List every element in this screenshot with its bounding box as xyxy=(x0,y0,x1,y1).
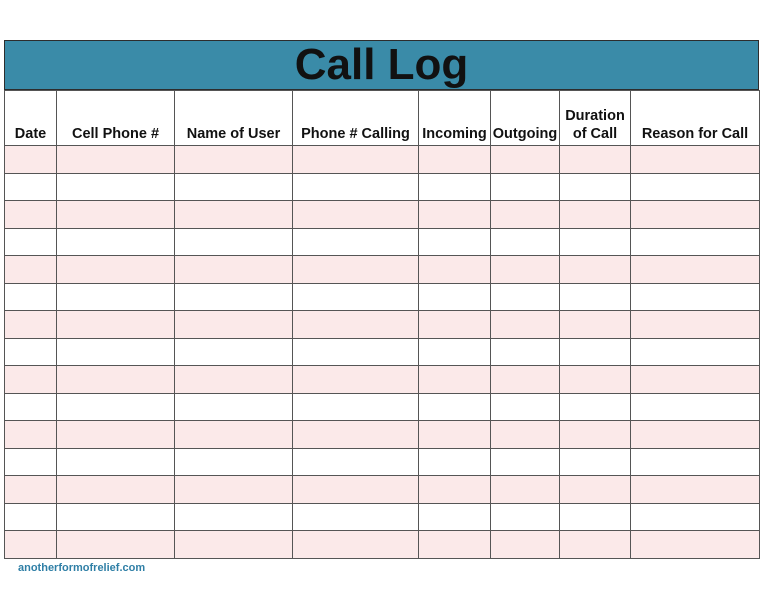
table-cell-cell-phone[interactable] xyxy=(57,393,175,421)
table-cell-outgoing[interactable] xyxy=(491,228,560,256)
table-cell-name-of-user[interactable] xyxy=(175,421,293,449)
table-cell-name-of-user[interactable] xyxy=(175,531,293,559)
table-cell-duration[interactable] xyxy=(560,421,631,449)
table-cell-reason[interactable] xyxy=(631,448,760,476)
table-cell-cell-phone[interactable] xyxy=(57,476,175,504)
table-row xyxy=(5,393,760,421)
table-cell-duration[interactable] xyxy=(560,311,631,339)
table-cell-reason[interactable] xyxy=(631,173,760,201)
table-cell-reason[interactable] xyxy=(631,228,760,256)
table-cell-outgoing[interactable] xyxy=(491,503,560,531)
table-cell-incoming[interactable] xyxy=(419,256,491,284)
table-cell-name-of-user[interactable] xyxy=(175,338,293,366)
table-cell-date[interactable] xyxy=(5,256,57,284)
table-row xyxy=(5,476,760,504)
column-header-incoming: Incoming xyxy=(419,91,491,146)
table-cell-cell-phone[interactable] xyxy=(57,283,175,311)
title-bar xyxy=(4,40,759,90)
table-cell-incoming[interactable] xyxy=(419,228,491,256)
table-cell-outgoing[interactable] xyxy=(491,311,560,339)
column-header-outgoing: Outgoing xyxy=(491,91,560,146)
table-cell-cell-phone[interactable] xyxy=(57,338,175,366)
table-cell-duration[interactable] xyxy=(560,366,631,394)
table-cell-duration[interactable] xyxy=(560,393,631,421)
table-cell-cell-phone[interactable] xyxy=(57,366,175,394)
table-cell-reason[interactable] xyxy=(631,311,760,339)
table-cell-duration[interactable] xyxy=(560,531,631,559)
table-cell-duration[interactable] xyxy=(560,503,631,531)
table-cell-outgoing[interactable] xyxy=(491,393,560,421)
table-cell-date[interactable] xyxy=(5,338,57,366)
table-cell-outgoing[interactable] xyxy=(491,366,560,394)
column-header-cell-phone: Cell Phone # xyxy=(57,91,175,146)
footer-credit: anotherformofrelief.com xyxy=(18,562,146,574)
table-cell-duration[interactable] xyxy=(560,228,631,256)
table-cell-reason[interactable] xyxy=(631,256,760,284)
table-cell-incoming[interactable] xyxy=(419,448,491,476)
table-cell-cell-phone[interactable] xyxy=(57,173,175,201)
table-cell-cell-phone[interactable] xyxy=(57,311,175,339)
table-cell-phone-calling[interactable] xyxy=(293,311,419,339)
table-cell-duration[interactable] xyxy=(560,256,631,284)
table-cell-name-of-user[interactable] xyxy=(175,393,293,421)
table-cell-reason[interactable] xyxy=(631,421,760,449)
call-log-table xyxy=(4,90,760,559)
table-cell-outgoing[interactable] xyxy=(491,146,560,174)
column-header-phone-calling: Phone # Calling xyxy=(293,91,419,146)
table-cell-date[interactable] xyxy=(5,393,57,421)
table-row xyxy=(5,448,760,476)
call-log-sheet xyxy=(4,40,759,559)
table-cell-incoming[interactable] xyxy=(419,531,491,559)
table-cell-duration[interactable] xyxy=(560,146,631,174)
table-cell-incoming[interactable] xyxy=(419,311,491,339)
table-cell-outgoing[interactable] xyxy=(491,531,560,559)
table-row xyxy=(5,173,760,201)
table-cell-phone-calling[interactable] xyxy=(293,421,419,449)
table-cell-phone-calling[interactable] xyxy=(293,393,419,421)
table-cell-name-of-user[interactable] xyxy=(175,283,293,311)
column-header-name-of-user: Name of User xyxy=(175,91,293,146)
table-cell-incoming[interactable] xyxy=(419,146,491,174)
table-cell-date[interactable] xyxy=(5,283,57,311)
table-cell-name-of-user[interactable] xyxy=(175,476,293,504)
table-cell-name-of-user[interactable] xyxy=(175,311,293,339)
table-cell-duration[interactable] xyxy=(560,173,631,201)
table-cell-phone-calling[interactable] xyxy=(293,173,419,201)
table-cell-name-of-user[interactable] xyxy=(175,201,293,229)
table-cell-cell-phone[interactable] xyxy=(57,228,175,256)
table-cell-incoming[interactable] xyxy=(419,173,491,201)
table-row xyxy=(5,228,760,256)
table-cell-reason[interactable] xyxy=(631,366,760,394)
table-cell-duration[interactable] xyxy=(560,476,631,504)
table-cell-phone-calling[interactable] xyxy=(293,531,419,559)
table-cell-name-of-user[interactable] xyxy=(175,448,293,476)
table-cell-outgoing[interactable] xyxy=(491,476,560,504)
table-cell-date[interactable] xyxy=(5,531,57,559)
table-row xyxy=(5,338,760,366)
table-cell-cell-phone[interactable] xyxy=(57,448,175,476)
table-row xyxy=(5,503,760,531)
table-cell-outgoing[interactable] xyxy=(491,421,560,449)
table-cell-phone-calling[interactable] xyxy=(293,256,419,284)
table-cell-date[interactable] xyxy=(5,448,57,476)
page-title: Call Log xyxy=(294,40,469,89)
table-cell-phone-calling[interactable] xyxy=(293,146,419,174)
table-cell-phone-calling[interactable] xyxy=(293,338,419,366)
table-cell-date[interactable] xyxy=(5,476,57,504)
table-row xyxy=(5,311,760,339)
table-cell-phone-calling[interactable] xyxy=(293,228,419,256)
table-row xyxy=(5,201,760,229)
table-cell-incoming[interactable] xyxy=(419,503,491,531)
table-cell-name-of-user[interactable] xyxy=(175,173,293,201)
table-cell-duration[interactable] xyxy=(560,283,631,311)
table-cell-duration[interactable] xyxy=(560,448,631,476)
table-cell-reason[interactable] xyxy=(631,393,760,421)
table-cell-cell-phone[interactable] xyxy=(57,503,175,531)
table-cell-name-of-user[interactable] xyxy=(175,146,293,174)
table-row xyxy=(5,283,760,311)
column-header-reason: Reason for Call xyxy=(631,91,760,146)
table-cell-name-of-user[interactable] xyxy=(175,256,293,284)
table-cell-phone-calling[interactable] xyxy=(293,503,419,531)
table-row xyxy=(5,256,760,284)
table-cell-cell-phone[interactable] xyxy=(57,256,175,284)
table-cell-date[interactable] xyxy=(5,311,57,339)
table-cell-incoming[interactable] xyxy=(419,366,491,394)
table-cell-reason[interactable] xyxy=(631,283,760,311)
table-cell-date[interactable] xyxy=(5,146,57,174)
table-cell-date[interactable] xyxy=(5,201,57,229)
table-cell-duration[interactable] xyxy=(560,338,631,366)
table-cell-cell-phone[interactable] xyxy=(57,201,175,229)
table-cell-incoming[interactable] xyxy=(419,393,491,421)
column-header-duration: Duration of Call xyxy=(560,91,631,146)
table-cell-name-of-user[interactable] xyxy=(175,503,293,531)
table-row xyxy=(5,366,760,394)
table-cell-cell-phone[interactable] xyxy=(57,421,175,449)
table-cell-incoming[interactable] xyxy=(419,338,491,366)
table-cell-date[interactable] xyxy=(5,503,57,531)
table-cell-incoming[interactable] xyxy=(419,201,491,229)
table-cell-reason[interactable] xyxy=(631,531,760,559)
table-cell-incoming[interactable] xyxy=(419,476,491,504)
table-row xyxy=(5,421,760,449)
table-cell-incoming[interactable] xyxy=(419,283,491,311)
table-cell-reason[interactable] xyxy=(631,476,760,504)
table-cell-phone-calling[interactable] xyxy=(293,283,419,311)
table-cell-phone-calling[interactable] xyxy=(293,476,419,504)
table-row xyxy=(5,531,760,559)
table-cell-phone-calling[interactable] xyxy=(293,366,419,394)
table-cell-cell-phone[interactable] xyxy=(57,531,175,559)
table-cell-reason[interactable] xyxy=(631,201,760,229)
header-row xyxy=(5,91,760,146)
table-cell-phone-calling[interactable] xyxy=(293,448,419,476)
table-cell-outgoing[interactable] xyxy=(491,173,560,201)
table-cell-phone-calling[interactable] xyxy=(293,201,419,229)
column-header-date: Date xyxy=(5,91,57,146)
table-cell-duration[interactable] xyxy=(560,201,631,229)
table-cell-reason[interactable] xyxy=(631,503,760,531)
table-cell-outgoing[interactable] xyxy=(491,448,560,476)
table-cell-outgoing[interactable] xyxy=(491,338,560,366)
table-cell-outgoing[interactable] xyxy=(491,283,560,311)
table-cell-date[interactable] xyxy=(5,366,57,394)
table-cell-name-of-user[interactable] xyxy=(175,366,293,394)
table-cell-cell-phone[interactable] xyxy=(57,146,175,174)
table-cell-date[interactable] xyxy=(5,228,57,256)
table-cell-reason[interactable] xyxy=(631,146,760,174)
table-cell-incoming[interactable] xyxy=(419,421,491,449)
table-row xyxy=(5,146,760,174)
log-body xyxy=(5,146,760,559)
table-cell-outgoing[interactable] xyxy=(491,256,560,284)
table-cell-name-of-user[interactable] xyxy=(175,228,293,256)
table-cell-outgoing[interactable] xyxy=(491,201,560,229)
table-cell-reason[interactable] xyxy=(631,338,760,366)
table-cell-date[interactable] xyxy=(5,421,57,449)
table-cell-date[interactable] xyxy=(5,173,57,201)
